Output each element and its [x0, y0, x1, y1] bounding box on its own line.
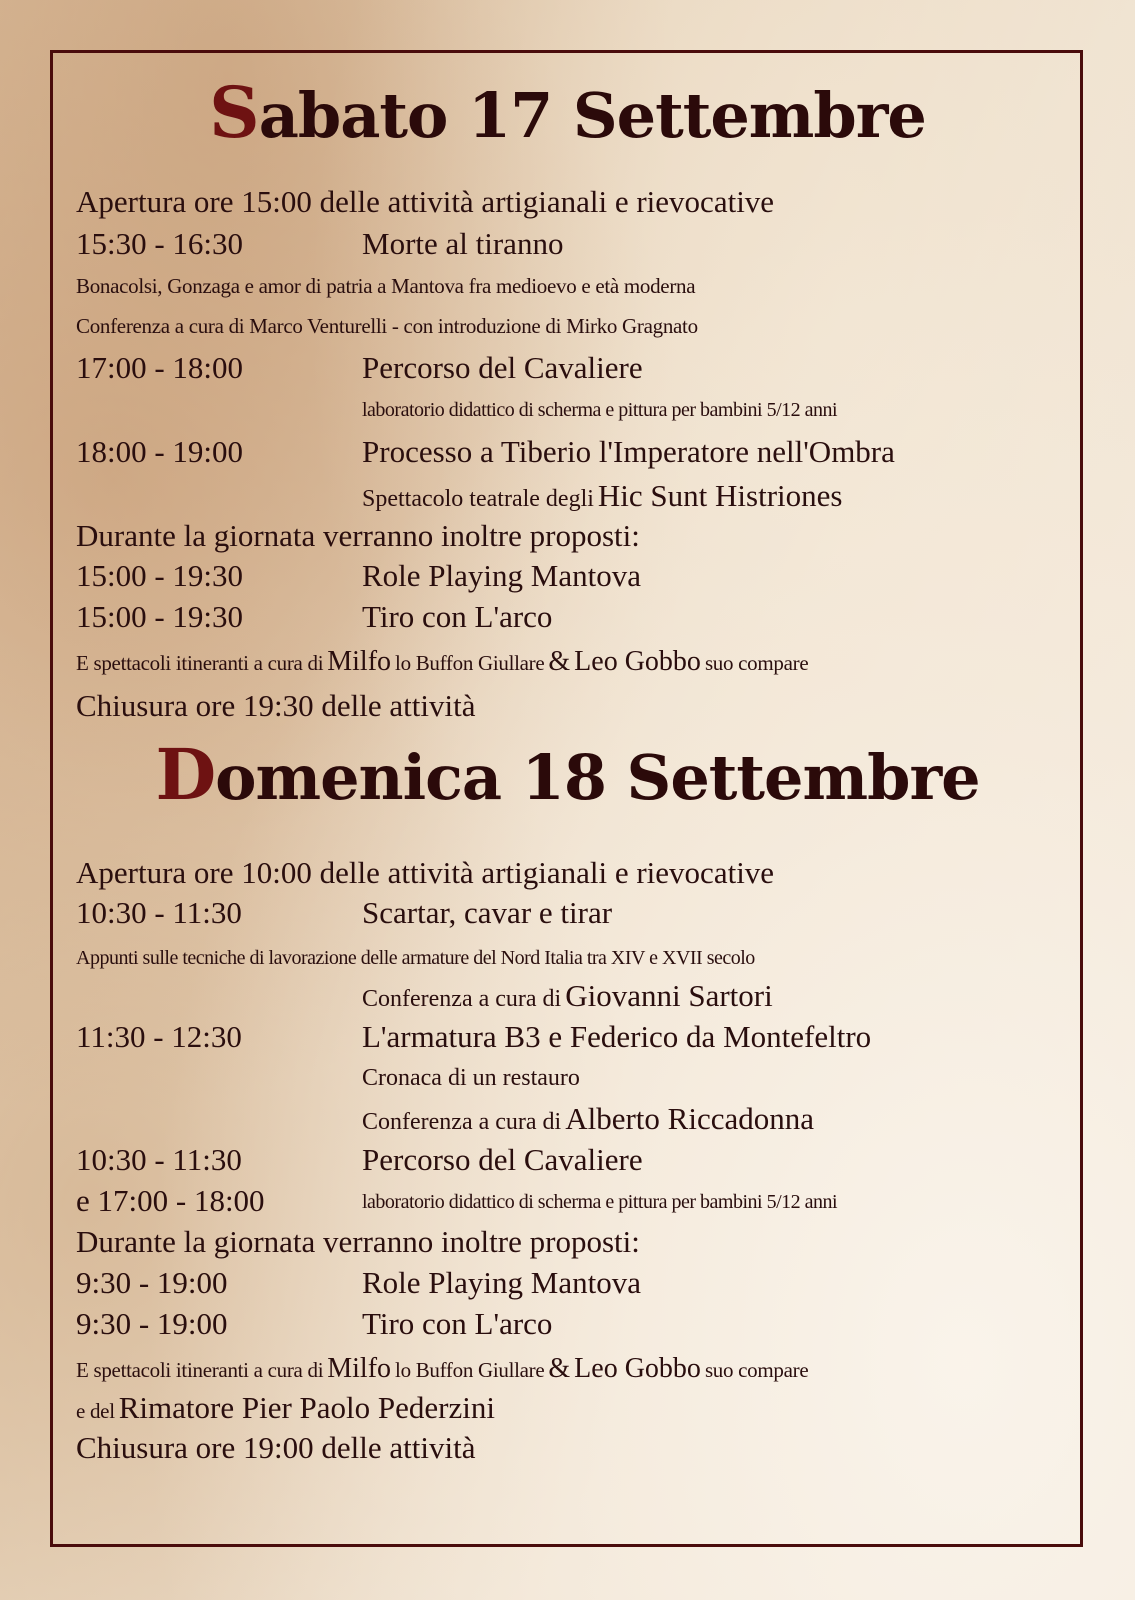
saturday-during-day: Durante la giornata verranno inoltre proposti:	[76, 518, 640, 553]
saturday-title-rest: abato 17 Settembre	[258, 79, 926, 152]
sunday-event2-desc: Cronaca di un restauro	[362, 1065, 580, 1091]
sunday-event2-credit-prefix: Conferenza a cura di	[362, 1109, 562, 1135]
sunday-closing: Chiusura ore 19:00 delle attività	[76, 1430, 476, 1465]
saturday-event1-credit: Conferenza a cura di Marco Venturelli - con introduzione di Mirko Gragnato	[76, 314, 698, 338]
sunday-act1-time: 9:30 - 19:00	[76, 1265, 228, 1300]
saturday-event3-title: Processo a Tiberio l'Imperatore nell'Ombra	[362, 434, 895, 469]
saturday-event1-title: Morte al tiranno	[362, 226, 564, 261]
sunday-rimatore	[76, 1392, 495, 1423]
sunday-street-shows	[76, 1355, 808, 1383]
saturday-event2-time: 17:00 - 18:00	[76, 350, 244, 385]
saturday-act1-time: 15:00 - 19:30	[76, 558, 244, 593]
saturday-opening: Apertura ore 15:00 delle attività artigianali e rievocative	[76, 184, 775, 219]
sunday-title	[0, 733, 1135, 816]
saturday-event3-desc-name: Hic Sunt Histriones	[597, 478, 843, 513]
sunday-event2-title: L'armatura B3 e Federico da Montefeltro	[362, 1019, 872, 1054]
sunday-rimatore-prefix: e del	[76, 1399, 115, 1423]
saturday-act2-title: Tiro con L'arco	[362, 599, 553, 634]
sunday-street-amp: &	[548, 1353, 571, 1384]
saturday-event3-desc-prefix: Spettacolo teatrale degli	[362, 486, 594, 512]
saturday-act1-title: Role Playing Mantova	[362, 558, 641, 593]
sunday-during-day: Durante la giornata verranno inoltre proposti:	[76, 1224, 640, 1259]
saturday-event1-time: 15:30 - 16:30	[76, 226, 244, 261]
sunday-opening: Apertura ore 10:00 delle attività artigianali e rievocative	[76, 855, 775, 890]
sunday-title-rest: omenica 18 Settembre	[215, 741, 980, 814]
sunday-event1-credit	[362, 980, 773, 1011]
saturday-closing: Chiusura ore 19:30 delle attività	[76, 688, 476, 723]
saturday-street-suffix: suo compare	[704, 651, 809, 675]
sunday-event1-credit-prefix: Conferenza a cura di	[362, 986, 562, 1012]
sunday-event2-time: 11:30 - 12:30	[76, 1019, 242, 1054]
saturday-title	[0, 71, 1135, 154]
sunday-event3-desc: laboratorio didattico di scherma e pittura per bambini 5/12 anni	[362, 1191, 838, 1213]
sunday-event2-credit-name: Alberto Riccadonna	[565, 1101, 814, 1136]
saturday-event3-time: 18:00 - 19:00	[76, 434, 244, 469]
sunday-event1-desc: Appunti sulle tecniche di lavorazione delle armature del Nord Italia tra XIV e XVII secolo	[76, 947, 755, 969]
saturday-street-mid: lo Buffon Giullare	[395, 651, 545, 675]
saturday-act2-time: 15:00 - 19:30	[76, 599, 244, 634]
sunday-rimatore-name: Rimatore Pier Paolo Pederzini	[118, 1390, 495, 1425]
saturday-street-name1: Milfo	[327, 646, 392, 677]
sunday-event3-time: 10:30 - 11:30	[76, 1142, 242, 1177]
sunday-act2-title: Tiro con L'arco	[362, 1306, 553, 1341]
saturday-street-prefix: E spettacoli itineranti a cura di	[76, 651, 324, 675]
sunday-title-initial: D	[155, 733, 216, 816]
sunday-event1-time: 10:30 - 11:30	[76, 895, 242, 930]
sunday-street-suffix: suo compare	[704, 1358, 809, 1382]
sunday-event1-title: Scartar, cavar e tirar	[362, 895, 613, 930]
sunday-event3-time2: e 17:00 - 18:00	[76, 1183, 265, 1218]
saturday-event1-desc: Bonacolsi, Gonzaga e amor di patria a Mantova fra medioevo e età moderna	[76, 274, 696, 298]
saturday-event2-title: Percorso del Cavaliere	[362, 350, 643, 385]
sunday-event2-credit	[362, 1103, 814, 1134]
saturday-street-name2: Leo Gobbo	[574, 646, 701, 677]
sunday-street-prefix: E spettacoli itineranti a cura di	[76, 1358, 324, 1382]
sunday-act2-time: 9:30 - 19:00	[76, 1306, 228, 1341]
saturday-title-initial: S	[209, 71, 259, 154]
sunday-event1-credit-name: Giovanni Sartori	[565, 978, 773, 1013]
sunday-act1-title: Role Playing Mantova	[362, 1265, 641, 1300]
sunday-street-name2: Leo Gobbo	[574, 1353, 701, 1384]
saturday-event3-desc	[362, 480, 842, 511]
sunday-street-mid: lo Buffon Giullare	[395, 1358, 545, 1382]
sunday-street-name1: Milfo	[327, 1353, 392, 1384]
saturday-street-shows	[76, 648, 808, 676]
saturday-event2-desc: laboratorio didattico di scherma e pittura per bambini 5/12 anni	[362, 399, 838, 421]
sunday-event3-title: Percorso del Cavaliere	[362, 1142, 643, 1177]
saturday-street-amp: &	[548, 646, 571, 677]
